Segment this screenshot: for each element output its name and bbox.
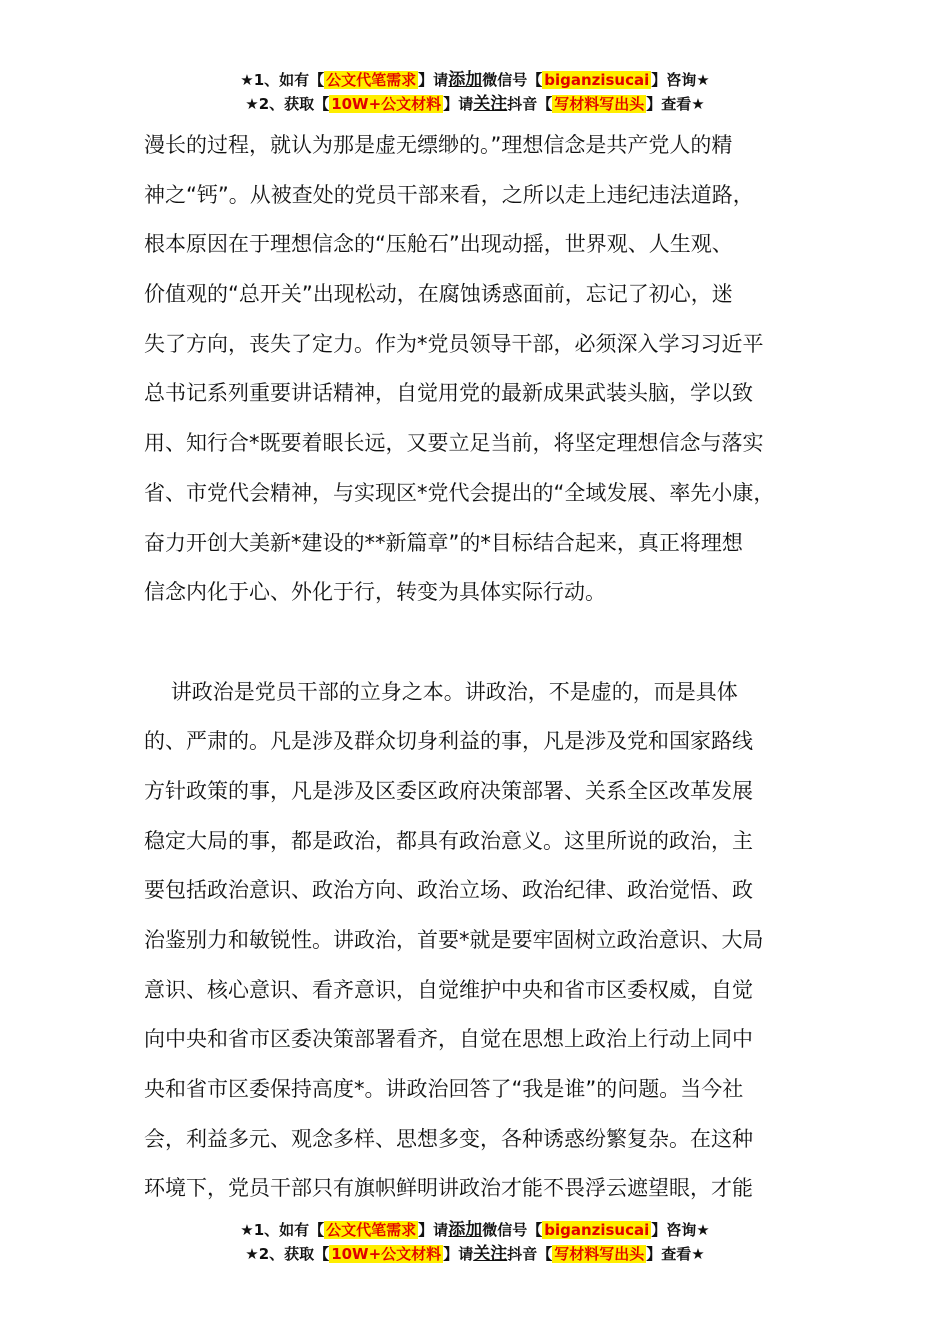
emphasis-text: 关注 [473,94,508,114]
highlight-text: 10W+公文材料 [331,95,442,113]
header-banner [0,68,950,116]
text-line: 奋力开创大美新*建设的**新篇章”的*目标结合起来，真正将理想 [144,530,743,555]
banner-line-1 [0,68,950,92]
highlight-text: biganzisucai [544,71,650,89]
banner-text: 抖音【 [507,95,553,113]
emphasis-text: 添加 [448,70,483,90]
text-line: 漫长的过程，就认为那是虚无缥缈的。”理想信念是共产党人的精 [144,133,733,157]
text-line: 讲政治是党员干部的立身之本。讲政治，不是虚的，而是具体 [144,679,738,704]
text-line: 方针政策的事，凡是涉及区委区政府决策部署、关系全区改革发展 [144,778,753,803]
paragraph-gap [144,618,834,668]
text-line: 价值观的“总开关”出现松动，在腐蚀诱惑面前，忘记了初心，迷 [144,282,733,307]
banner-line-2 [0,1242,950,1266]
highlight-text: biganzisucai [544,1221,650,1239]
text-line: 的、严肃的。凡是涉及群众切身利益的事，凡是涉及党和国家路线 [144,729,753,754]
highlight-text: 10W+公文材料 [331,1245,442,1263]
text-line: 根本原因在于理想信念的“压舱石”出现动摇，世界观、人生观、 [144,232,733,257]
text-line: 神之“钙”。从被查处的党员干部来看，之所以走上违纪违法道路， [144,182,754,207]
highlight-text: 写材料写出头 [554,1245,645,1263]
banner-text: 】查看★ [646,95,705,113]
banner-text: 1、如有【 [253,1221,325,1239]
banner-text: 微信号【 [482,1221,543,1239]
document-body [144,121,834,1214]
text-line: 用、知行合*既要着眼长远，又要立足当前，将坚定理想信念与落实 [144,431,764,456]
star-icon: ★ [240,1221,254,1239]
text-line: 向中央和省市区委决策部署看齐，自觉在思想上政治上行动上同中 [144,1027,753,1052]
text-line: 失了方向，丧失了定力。作为*党员领导干部，必须深入学习习近平 [144,331,764,356]
highlight-text: 公文代笔需求 [326,71,417,89]
banner-text: 抖音【 [507,1245,553,1263]
banner-text: 2、获取【 [258,1245,330,1263]
banner-text: 】咨询★ [651,1221,710,1239]
highlight-text: 公文代笔需求 [326,1221,417,1239]
text-line: 治鉴别力和敏锐性。讲政治，首要*就是要牢固树立政治意识、大局 [144,928,764,952]
banner-text: 】请 [418,1221,449,1239]
banner-line-1 [0,1218,950,1242]
banner-text: 】请 [418,71,449,89]
banner-text: 】咨询★ [651,71,710,89]
text-line: 总书记系列重要讲话精神，自觉用党的最新成果武装头脑，学以致 [144,381,753,406]
text-line: 稳定大局的事，都是政治，都具有政治意义。这里所说的政治，主 [144,828,753,853]
paragraph-2 [144,668,834,1215]
star-icon: ★ [245,95,259,113]
text-line: 信念内化于心、外化于行，转变为具体实际行动。 [144,580,606,605]
text-line: 省、市党代会精神，与实现区*党代会提出的“全域发展、率先小康， [144,480,775,505]
text-line: 意识、核心意识、看齐意识，自觉维护中央和省市区委权威，自觉 [144,977,753,1002]
banner-text: 】查看★ [646,1245,705,1263]
banner-text: 微信号【 [482,71,543,89]
emphasis-text: 添加 [448,1220,483,1240]
text-line: 央和省市区委保持高度*。讲政治回答了“我是谁”的问题。当今社 [144,1077,744,1102]
emphasis-text: 关注 [473,1244,508,1264]
star-icon: ★ [245,1245,259,1263]
footer-banner [0,1218,950,1266]
banner-line-2 [0,92,950,116]
star-icon: ★ [240,71,254,89]
banner-text: 1、如有【 [253,71,325,89]
paragraph-1 [144,121,834,618]
text-line: 环境下，党员干部只有旗帜鲜明讲政治才能不畏浮云遮望眼，才能 [144,1176,753,1201]
text-line: 会，利益多元、观念多样、思想多变，各种诱惑纷繁复杂。在这种 [144,1126,753,1151]
banner-text: 】请 [443,95,474,113]
highlight-text: 写材料写出头 [554,95,645,113]
banner-text: 2、获取【 [258,95,330,113]
text-line: 要包括政治意识、政治方向、政治立场、政治纪律、政治觉悟、政 [144,878,753,903]
banner-text: 】请 [443,1245,474,1263]
